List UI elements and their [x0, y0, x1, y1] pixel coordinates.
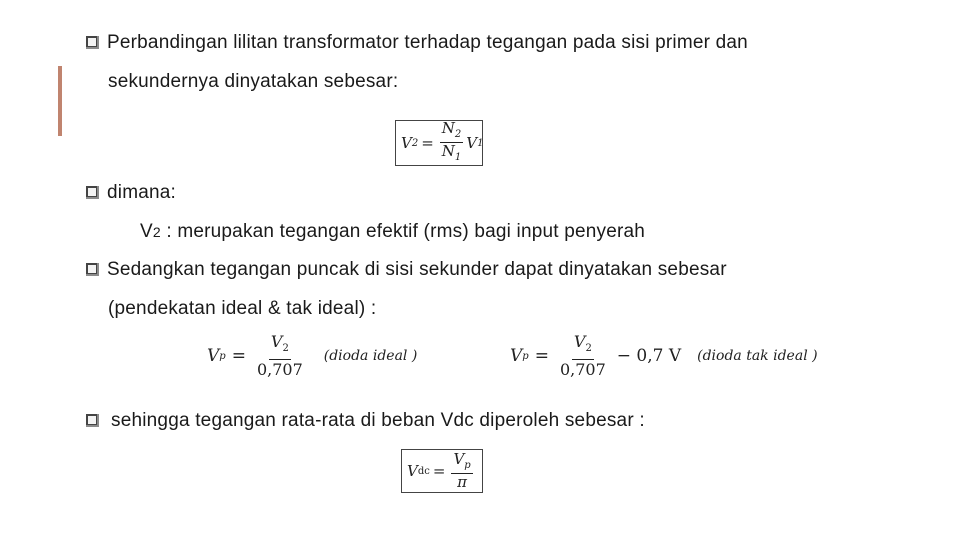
formula-vdc: V dc = $\frac{V_p}{\pi}$ — [401, 449, 483, 493]
checkbox-bullet-icon — [86, 414, 99, 427]
fraction: $\frac{N_2}{N_1}$ — [441, 118, 462, 163]
formula-vp-ideal: V p = $\frac{V_2}{0,707}$ (dioda ideal ) — [207, 332, 418, 380]
bullet-line-peak — [86, 258, 727, 282]
bullet-line-avg — [86, 409, 645, 433]
peak-text-1: Sedangkan tegangan puncak di sisi sekunder dapat dinyatakan sebesar — [107, 259, 727, 280]
note-ideal: (dioda ideal ) — [323, 348, 418, 365]
formula-turns-ratio: V 2 = $\frac{N_2}{N_1}$ V 1 — [395, 120, 483, 166]
intro-text-1: Perbandingan lilitan transformator terhadap tegangan pada sisi primer dan — [107, 32, 748, 53]
fraction: $\frac{V_2}{0,707}$ — [256, 332, 303, 380]
peak-text-2: (pendekatan ideal & tak ideal) : — [108, 298, 377, 319]
fraction: $\frac{V_p}{\pi}$ — [453, 450, 471, 491]
v2-definition: V2 : merupakan tegangan efektif (rms) bagi input penyerah — [140, 221, 646, 242]
avg-text: sehingga tegangan rata-rata di beban Vdc diperoleh sebesar : — [111, 410, 645, 431]
bullet-line-intro — [86, 31, 748, 55]
note-nonideal: (dioda tak ideal ) — [697, 348, 818, 365]
intro-text-2: sekundernya dinyatakan sebesar: — [108, 71, 399, 92]
bullet-line-dimana — [86, 181, 176, 205]
checkbox-bullet-icon — [86, 186, 99, 199]
fraction: $\frac{V_2}{0,707}$ — [559, 332, 606, 380]
accent-bar — [58, 66, 62, 136]
formula-vp-nonideal: V p = $\frac{V_2}{0,707}$ − 0,7 V (dioda tak ideal ) — [510, 332, 818, 380]
checkbox-bullet-icon — [86, 36, 99, 49]
checkbox-bullet-icon — [86, 263, 99, 276]
dimana-text: dimana: — [107, 182, 176, 203]
